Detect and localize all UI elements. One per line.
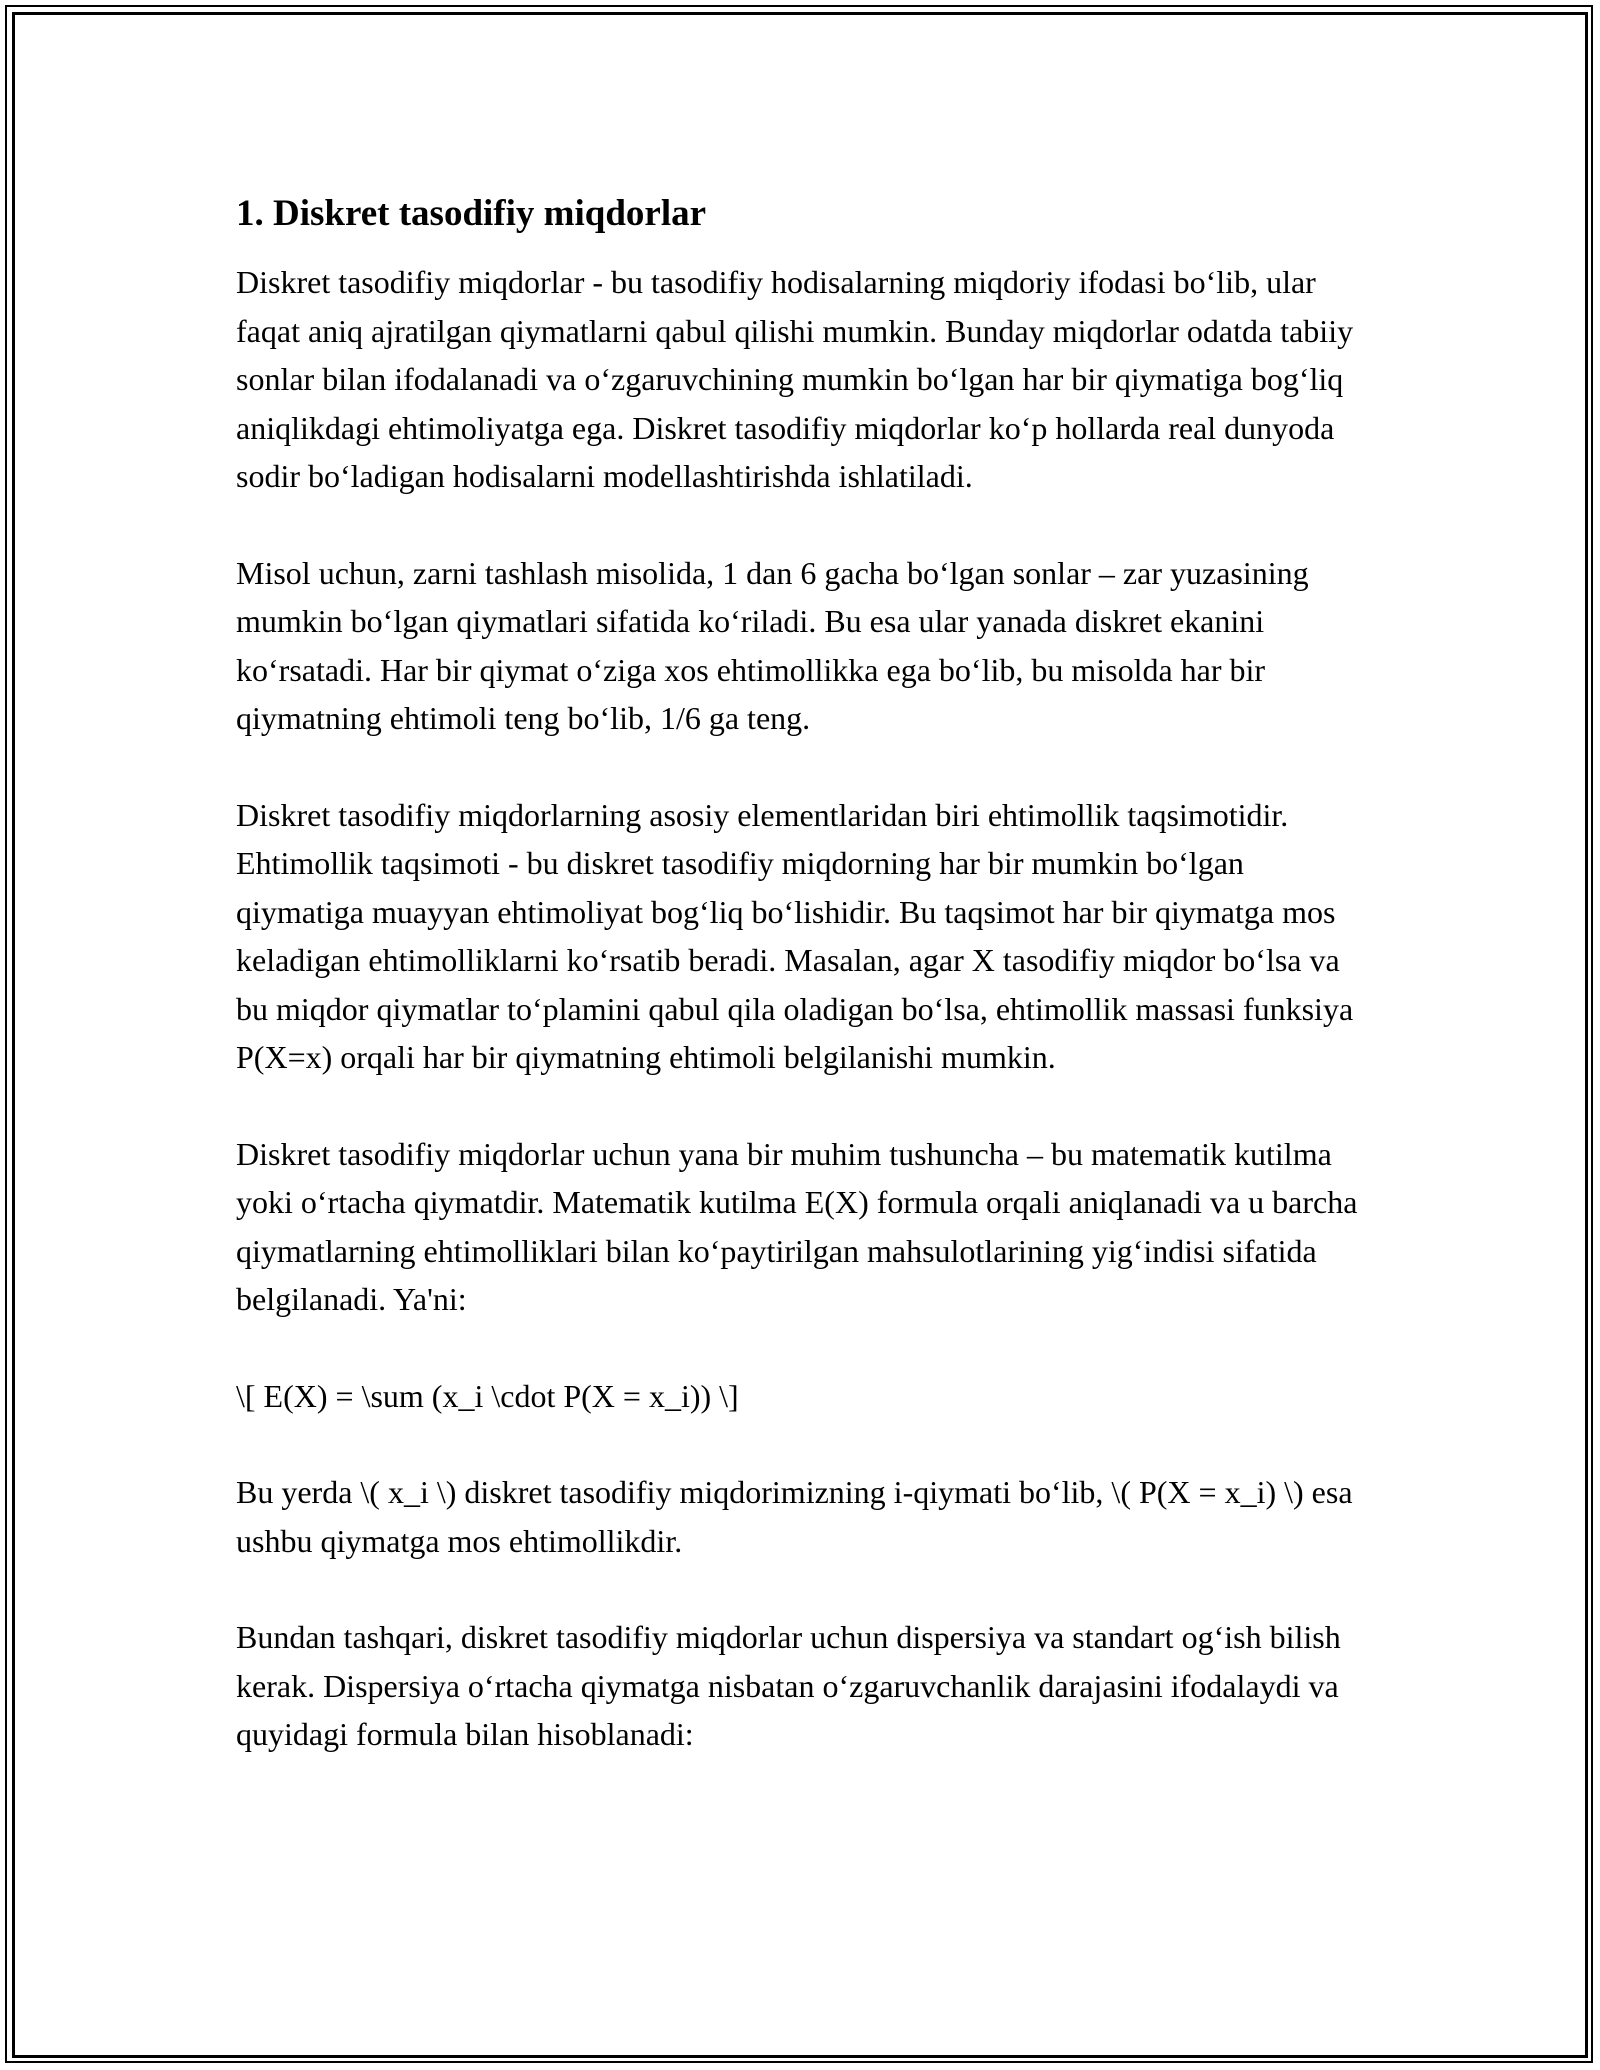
paragraph-dispersion: Bundan tashqari, diskret tasodifiy miqdorlar uchun dispersiya va standart og‘ish bilish kerak. Dispersiya o‘rtacha qiymatga nisbatan o‘zgaruvchanlik darajasini ifodalaydi va quyidagi formula bilan hisoblanadi: xyxy=(236,1619,1341,1752)
document-body xyxy=(236,188,1376,1807)
section-title: 1. Diskret tasodifiy miqdorlar xyxy=(236,193,707,234)
paragraph-intro: Diskret tasodifiy miqdorlar - bu tasodifiy hodisalarning miqdoriy ifodasi bo‘lib, ular faqat aniq ajratilgan qiymatlarni qabul qilishi mumkin. Bunday miqdorlar odatda tabiiy sonlar bilan ifodalanadi va o‘zgaruvchining mumkin bo‘lgan har bir qiymatiga bog‘liq aniqlikdagi ehtimoliyatga ega. Diskret tasodifiy miqdorlar ko‘p hollarda real dunyoda sodir bo‘ladigan hodisalarni modellashtirishda ishlatiladi. xyxy=(236,264,1354,494)
paragraph-formula-explanation: Bu yerda \( x_i \) diskret tasodifiy miqdorimizning i-qiymati bo‘lib, \( P(X = x_i) \) esa ushbu qiymatga mos ehtimollikdir. xyxy=(236,1474,1353,1559)
formula-expectation: \[ E(X) = \sum (x_i \cdot P(X = x_i)) \] xyxy=(236,1377,739,1414)
paragraph-probability-distribution: Diskret tasodifiy miqdorlarning asosiy elementlaridan biri ehtimollik taqsimotidir. Ehtimollik taqsimoti - bu diskret tasodifiy miqdorning har bir mumkin bo‘lgan qiymatiga muayyan ehtimoliyat bog‘liq bo‘lishidir. Bu taqsimot har bir qiymatga mos keladigan ehtimolliklarni ko‘rsatib beradi. Masalan, agar X tasodifiy miqdor bo‘lsa va bu miqdor qiymatlar to‘plamini qabul qila oladigan bo‘lsa, ehtimollik massasi funksiya P(X=x) orqali har bir qiymatning ehtimoli belgilanishi mumkin. xyxy=(236,796,1354,1075)
paragraph-dice-example: Misol uchun, zarni tashlash misolida, 1 dan 6 gacha bo‘lgan sonlar – zar yuzasining mumkin bo‘lgan qiymatlari sifatida ko‘riladi. Bu esa ular yanada diskret ekanini ko‘rsatadi. Har bir qiymat o‘ziga xos ehtimollikka ega bo‘lib, bu misolda har bir qiymatning ehtimoli teng bo‘lib, 1/6 ga teng. xyxy=(236,554,1309,736)
paragraph-expectation: Diskret tasodifiy miqdorlar uchun yana bir muhim tushuncha – bu matematik kutilma yoki o‘rtacha qiymatdir. Matematik kutilma E(X) formula orqali aniqlanadi va u barcha qiymatlarning ehtimolliklari bilan ko‘paytirilgan mahsulotlarining yig‘indisi sifatida belgilanadi. Ya'ni: xyxy=(236,1135,1358,1317)
